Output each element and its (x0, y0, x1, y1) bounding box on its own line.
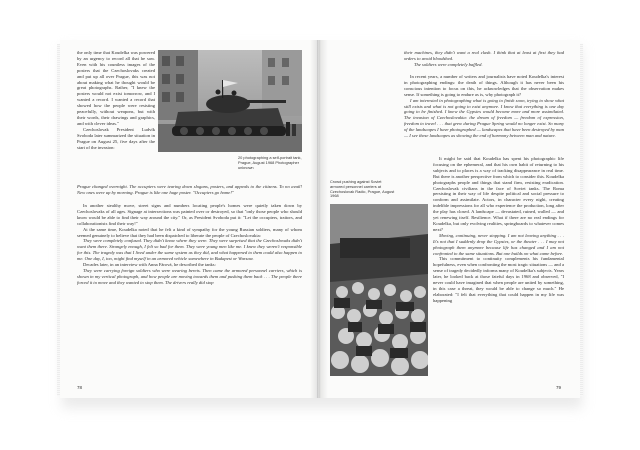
paragraph: the only time that Koudelka was powered by an urgency to record all that he saw. Even with his countless images of the posters that the Czechoslovaks created and put up all over Prague, this was not about making what he thought would be great photographs. Rather, "I knew the posters would not exist tomorrow, and I wanted a record. I wanted a record that showed how the people were resisting peacefully, without weapons, but with their words, their drawings and graphics, and with clever ideas." (77, 50, 155, 126)
paragraph: In recent years, a number of writers and journalists have noted Koudelka's interest in photographing endings: the death of things. Although it has never been his conscious intention to focus on this, he acknowledges that the observation makes sense. If something is going to endure as is, why photograph it? (404, 74, 564, 97)
paragraph: It might be said that Koudelka has spent his photographic life focusing on the ephemeral, and that his own habit of returning to his subjects and to places is a way of tracking disappearance in real time. But there is another perspective from which to consider this. Koudelka photographs people and things that stand firm, resisting eradication. Czechoslovak civilians in the face of Soviet tanks. The Roma persisting in their way of life despite political and social pressure to conform and assimilate. Actors, in character every night, creating indelible impressions for all who experience the production, long after the play has closed. A landscape — devastated, ruined, walled — and yet renewing itself. Resilience. What if there are no real endings for Koudelka, but only evolving realities, springboards to whatever comes next? (433, 156, 564, 232)
block-quote: The soldiers were completely baffled. (414, 61, 483, 67)
block-quote: They were carrying foreign soldiers who were wearing berets. Then came the armored personnel carriers, which is shown in my vertical photograph, and how people are moving towards them and pushing them back . . . The people there forced it to move and they wanted to stop them. The drivers really did stop (77, 267, 302, 285)
paragraph: In another stealthy move, street signs and numbers locating people's homes were quietly taken down by Czechoslovaks of all ages. Signage at intersections was painted over or destroyed, so that "only those people who should know would be able to find their way around the city." Or, as President Svoboda put it: "Let the occupiers, traitors, and collaborationists find their way!" (77, 203, 302, 226)
tank-photo (158, 50, 302, 152)
right-body-top (404, 74, 564, 139)
paragraph: This commitment to continuity complements his fundamental hopefulness, even when confronting the most tragic situations — and a sense of tragedy decidedly informs many of Koudelka's subjects. Years later, he looked back at those fateful days in 1968 and observed, "I never could have imagined that when people are united by something, in this case a threat, they would be able to change so much." He elaborated: "I felt that everything that could happen in my life was happening (433, 256, 564, 303)
crowd-photo-caption: Crowd pushing against Soviet armored personnel carriers at Czechoslovak Radio, Prague, August 1968 (330, 179, 395, 199)
left-body-main (77, 203, 302, 286)
left-column-top (77, 50, 155, 150)
right-body-column (433, 156, 564, 304)
paragraph: Czechoslovak President Ludvík Svoboda later summarized the situation in Prague on August 25, five days after the start of the invasion: (77, 126, 155, 150)
block-quote: I am interested in photographing what is going to finish soon, trying to show what still exists and what is not going to exist anymore. I know that everything is one day going to be finished. I knew the Gypsies would become more and more assimilated. The invasion of Czechoslovakia: the dream of freedom — freedom of expression, freedom to travel . . . that grew during Prague Spring would no longer exist. So many of the landscapes I have photographed — landscapes that have been destroyed by man — I see these landscapes as showing the end of harmony between man and nature. (404, 97, 564, 139)
block-quote: They were completely confused. They didn't know where they were. They were surprised that the Czechoslovaks didn't want them there. Strangely enough, I felt so bad for them. They were young men like me. I knew they weren't responsible for this. The tragedy was that I lived under the same system as they did, and what happened to them could also happen to me. One day, I, too, might find myself in an armored vehicle somewhere in Budapest or Warsaw. (77, 238, 302, 262)
crowd-photo (330, 204, 428, 376)
block-quote: Moving, continuing, never stopping. I am not leaving anything . . . It's not that I suddenly drop the Gypsies, or the theater . . . I may not photograph them anymore because life has changed and I am not confronted to the same situations. But one builds on what came before. (433, 232, 564, 256)
tank-photo-image (158, 50, 302, 152)
book-gutter (310, 40, 328, 398)
svoboda-quote: Prague changed overnight. The occupiers were tearing down slogans, posters, and appeals to the citizens. To no avail! New ones were up by morning. Prague is like one huge poster. "Occupiers go home!" (77, 184, 302, 195)
paragraph: Decades later, in an interview with Anna Fárová, he described the tanks: (83, 262, 216, 268)
page-number: 78 (77, 385, 83, 390)
block-quote: their machines, they didn't want a real clash. I think that at least at first they had orders to avoid bloodshed. (404, 50, 564, 61)
page-number: 79 (556, 385, 562, 390)
right-page (318, 40, 580, 398)
crowd-photo-image (330, 204, 428, 376)
left-page (60, 40, 318, 398)
paragraph: At the same time, Koudelka noted that he felt a kind of sympathy for the young Russian soldiers, many of whom seemed genuinely to believe that they had been dispatched to liberate the people of Czechoslovakia: (77, 226, 302, 238)
quote-continued (404, 50, 564, 68)
open-book (60, 40, 580, 402)
tank-photo-caption: 20 photographing a self-portrait tank, Prague, August 1968 Photographer unknown (238, 155, 302, 170)
